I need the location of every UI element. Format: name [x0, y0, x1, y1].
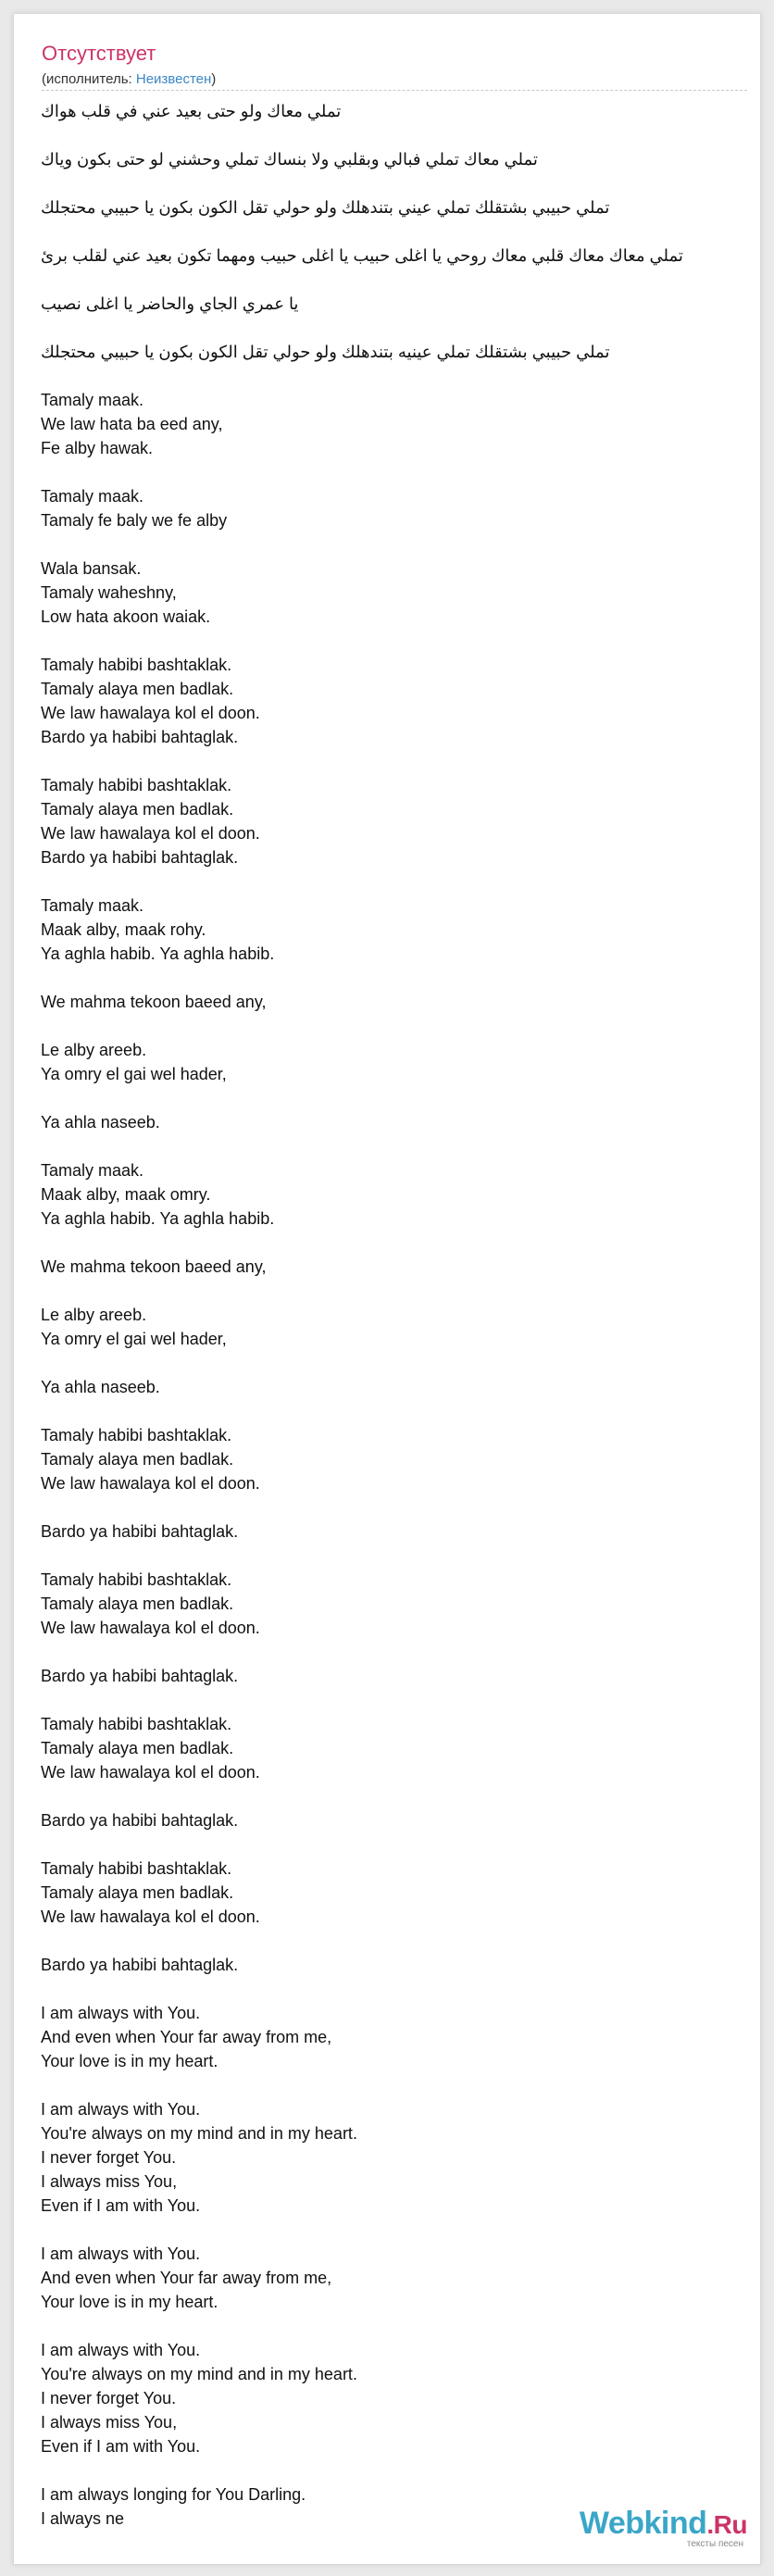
- arabic-line: يا عمري الجاي والحاضر يا اغلى نصيب: [41, 294, 299, 313]
- arabic-line: تملي حبيبي بشتقلك تملي عينيه بتندهلك ولو حولي تقل الكون بكون يا حبيبي محتجلك: [41, 343, 610, 361]
- lyric-line: You're always on my mind and in my heart.: [41, 2365, 357, 2383]
- lyric-line: Bardo ya habibi bahtaglak.: [41, 1956, 239, 1974]
- lyric-blank-line: [41, 1495, 761, 1519]
- lyric-blank-line: [41, 629, 761, 653]
- lyric-line: Ya omry el gai wel hader,: [41, 1065, 227, 1083]
- lyric-blank-line: [41, 2314, 761, 2338]
- lyric-line: We mahma tekoon baeed any,: [41, 1257, 267, 1276]
- lyrics-card: [13, 13, 761, 2565]
- lyric-line: I am always longing for You Darling.: [41, 2485, 306, 2504]
- lyric-line: We mahma tekoon baeed any,: [41, 993, 267, 1011]
- lyric-line: Bardo ya habibi bahtaglak.: [41, 1811, 239, 1830]
- artist-suffix: ): [211, 71, 217, 87]
- lyric-line: We law hata ba eed any,: [41, 415, 223, 433]
- lyric-blank-line: [41, 1544, 761, 1568]
- lyric-line: Maak alby, maak rohy.: [41, 920, 206, 939]
- lyric-line: Le alby areeb.: [41, 1041, 147, 1059]
- lyric-line: Tamaly waheshny,: [41, 583, 177, 602]
- arabic-line: تملي معاك معاك قلبي معاك روحي يا اغلى حبيب يا اغلى حبيب ومهما تكون بعيد عني لقلب برئ: [41, 246, 683, 265]
- lyric-line: Bardo ya habibi bahtaglak.: [41, 728, 239, 746]
- lyric-line: Tamaly alaya men badlak.: [41, 1450, 234, 1469]
- lyric-line: I am always with You.: [41, 2100, 201, 2119]
- lyric-line: Even if I am with You.: [41, 2196, 201, 2215]
- song-title: Отсутствует: [42, 42, 156, 65]
- lyric-line: Low hata akoon waiak.: [41, 607, 211, 626]
- lyric-line: I am always with You.: [41, 2245, 201, 2263]
- lyric-line: Bardo ya habibi bahtaglak.: [41, 848, 239, 867]
- lyric-line: Ya ahla naseeb.: [41, 1113, 160, 1132]
- lyric-blank-line: [41, 460, 761, 484]
- lyric-line: Tamaly alaya men badlak.: [41, 800, 234, 819]
- lyric-line: Tamaly habibi bashtaklak.: [41, 1859, 232, 1878]
- lyric-line: We law hawalaya kol el doon.: [41, 704, 260, 722]
- header-divider: [42, 90, 747, 91]
- lyric-line: Tamaly habibi bashtaklak.: [41, 776, 232, 794]
- lyric-line: Tamaly alaya men badlak.: [41, 680, 234, 698]
- lyric-line: Bardo ya habibi bahtaglak.: [41, 1522, 239, 1541]
- lyric-blank-line: [41, 1784, 761, 1808]
- arabic-line: تملي معاك ولو حتى بعيد عني في قلب هواك: [41, 102, 342, 120]
- lyric-blank-line: [41, 869, 761, 894]
- lyric-blank-line: [41, 1929, 761, 1953]
- logo-tagline: тексты песен: [686, 2539, 743, 2549]
- arabic-line: تملي معاك تملي فبالي وبقلبي ولا بنساك تملي وحشني لو حتى بكون وياك: [41, 150, 538, 169]
- lyric-blank-line: [41, 749, 761, 773]
- lyric-line: I always ne: [41, 2509, 125, 2528]
- lyric-blank-line: [41, 2073, 761, 2097]
- lyric-blank-line: [41, 1231, 761, 1255]
- lyric-line: I never forget You.: [41, 2148, 177, 2167]
- lyric-line: Le alby areeb.: [41, 1306, 147, 1324]
- lyric-line: I am always with You.: [41, 2341, 201, 2359]
- lyric-line: We law hawalaya kol el doon.: [41, 1474, 260, 1493]
- lyric-blank-line: [41, 966, 761, 990]
- lyric-line: Even if I am with You.: [41, 2437, 201, 2456]
- lyric-line: I always miss You,: [41, 2413, 178, 2432]
- lyric-line: Bardo ya habibi bahtaglak.: [41, 1667, 239, 1685]
- lyric-line: And even when Your far away from me,: [41, 2269, 332, 2287]
- lyric-line: Tamaly habibi bashtaklak.: [41, 656, 232, 674]
- lyric-line: You're always on my mind and in my heart.: [41, 2124, 357, 2143]
- lyric-blank-line: [41, 1351, 761, 1375]
- lyric-line: Tamaly habibi bashtaklak.: [41, 1715, 232, 1733]
- lyric-line: Tamaly habibi bashtaklak.: [41, 1570, 232, 1589]
- lyric-blank-line: [41, 532, 761, 556]
- logo-wordmark: Webkind.Ru: [579, 2506, 747, 2541]
- lyric-line: Fe alby hawak.: [41, 439, 154, 457]
- lyric-blank-line: [41, 1688, 761, 1712]
- lyric-line: Tamaly alaya men badlak.: [41, 1883, 234, 1902]
- lyric-blank-line: [41, 2458, 761, 2482]
- lyric-line: I never forget You.: [41, 2389, 177, 2407]
- lyric-line: Maak alby, maak omry.: [41, 1185, 211, 1204]
- lyric-line: Your love is in my heart.: [41, 2052, 218, 2070]
- lyric-line: I always miss You,: [41, 2172, 178, 2191]
- lyric-line: Tamaly maak.: [41, 896, 144, 915]
- lyric-blank-line: [41, 1279, 761, 1303]
- lyric-line: Tamaly maak.: [41, 487, 144, 506]
- artist-prefix: (исполнитель:: [42, 71, 136, 87]
- artist-link[interactable]: Неизвестен: [135, 71, 212, 87]
- lyric-line: Tamaly alaya men badlak.: [41, 1594, 234, 1613]
- arabic-line: تملي حبيبي بشتقلك تملي عيني بتندهلك ولو حولي تقل الكون بكون يا حبيبي محتجلك: [41, 198, 610, 217]
- lyric-line: Ya aghla habib. Ya aghla habib.: [41, 944, 275, 963]
- lyrics-body: [41, 99, 761, 2531]
- lyric-line: Ya omry el gai wel hader,: [41, 1330, 227, 1348]
- lyric-blank-line: [41, 1134, 761, 1158]
- webkind-logo[interactable]: [571, 2507, 747, 2549]
- lyric-line: We law hawalaya kol el doon.: [41, 824, 260, 843]
- lyric-line: Ya aghla habib. Ya aghla habib.: [41, 1209, 275, 1228]
- lyric-blank-line: [41, 1399, 761, 1423]
- lyric-line: Tamaly fe baly we fe alby: [41, 511, 228, 530]
- lyric-line: We law hawalaya kol el doon.: [41, 1619, 260, 1637]
- lyric-line: Tamaly habibi bashtaklak.: [41, 1426, 232, 1444]
- lyric-blank-line: [41, 1832, 761, 1857]
- lyric-line: Ya ahla naseeb.: [41, 1378, 160, 1396]
- lyric-line: Tamaly maak.: [41, 1161, 144, 1180]
- lyric-line: Tamaly maak.: [41, 391, 144, 409]
- lyric-line: And even when Your far away from me,: [41, 2028, 332, 2046]
- lyric-line: Your love is in my heart.: [41, 2293, 218, 2311]
- lyric-line: Tamaly alaya men badlak.: [41, 1739, 234, 1757]
- lyric-line: We law hawalaya kol el doon.: [41, 1907, 260, 1926]
- artist-line: [42, 71, 216, 88]
- lyric-blank-line: [41, 2218, 761, 2242]
- lyric-blank-line: [41, 1977, 761, 2001]
- lyric-blank-line: [41, 1014, 761, 1038]
- lyric-blank-line: [41, 1640, 761, 1664]
- lyric-line: Wala bansak.: [41, 559, 142, 578]
- latin-lyrics: [41, 388, 761, 2531]
- lyric-line: I am always with You.: [41, 2004, 201, 2022]
- lyric-blank-line: [41, 1086, 761, 1110]
- lyric-line: We law hawalaya kol el doon.: [41, 1763, 260, 1782]
